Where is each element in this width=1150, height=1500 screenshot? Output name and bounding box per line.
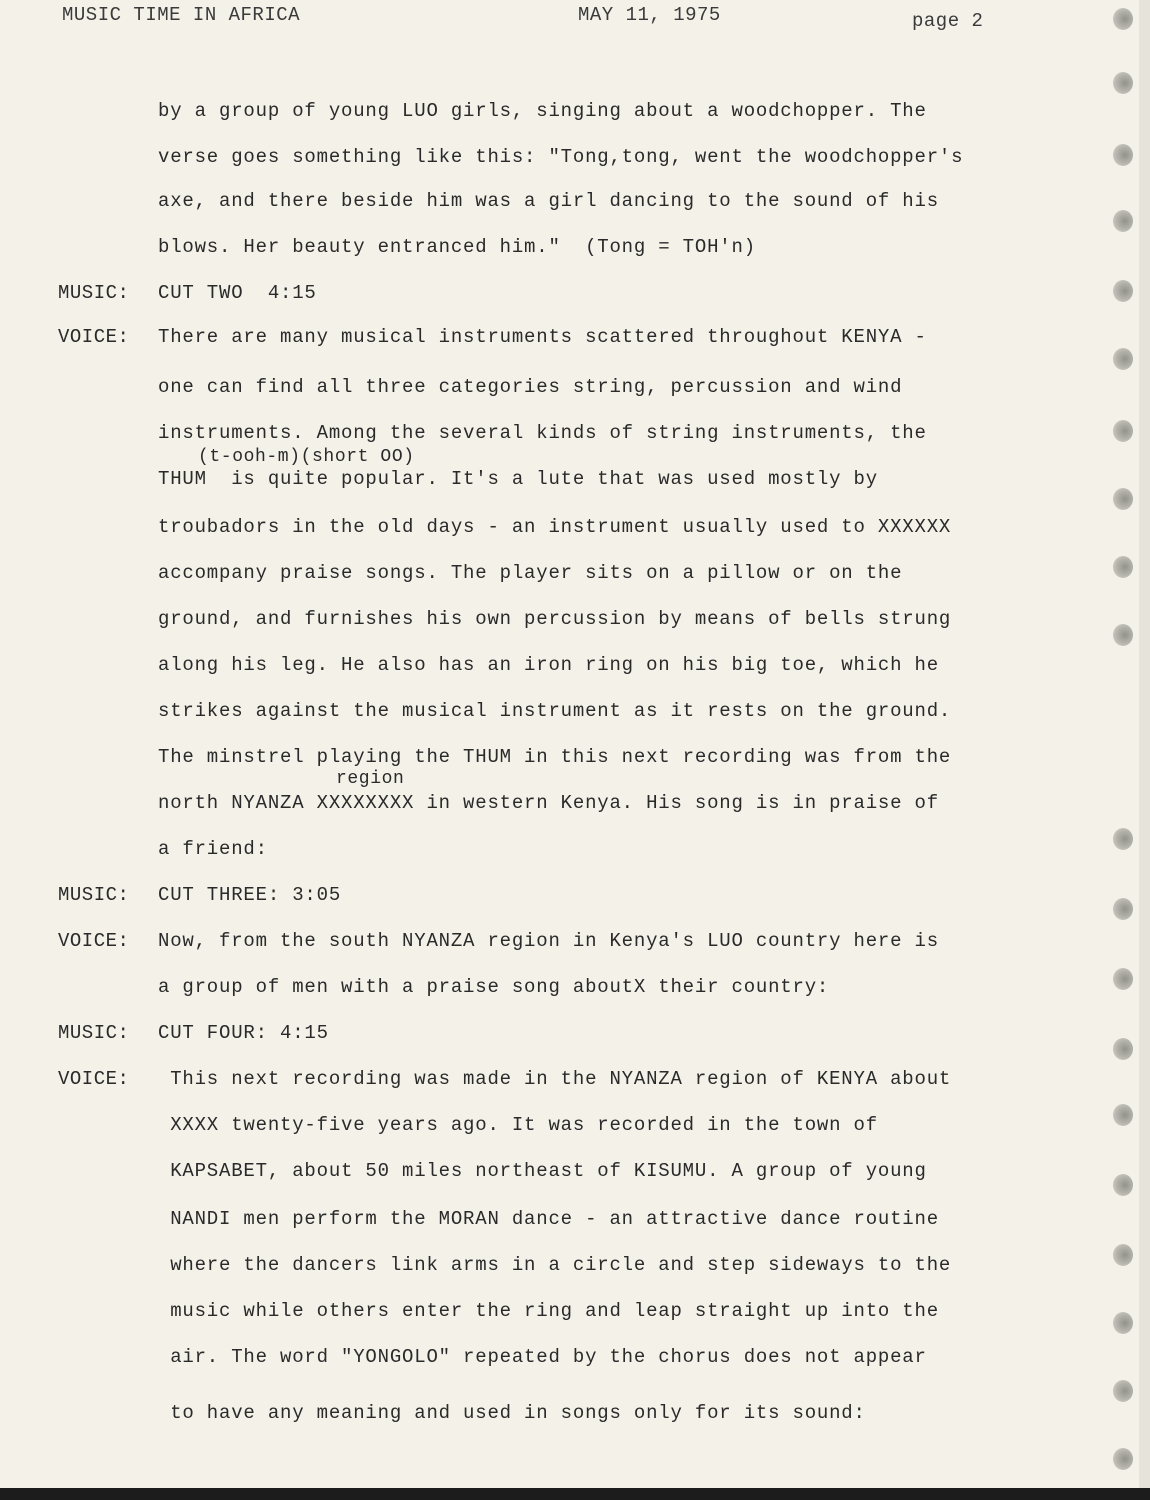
section-label: MUSIC: <box>58 884 130 906</box>
text-line: to have any meaning and used in songs only for its sound: <box>158 1402 866 1424</box>
binder-hole <box>1113 1038 1133 1060</box>
binder-hole <box>1113 72 1133 94</box>
text-line: along his leg. He also has an iron ring on his big toe, which he <box>158 654 939 676</box>
text-line: This next recording was made in the NYANZA region of KENYA about <box>158 1068 952 1090</box>
text-line: XXXX twenty-five years ago. It was recorded in the town of <box>158 1114 878 1136</box>
text-line: strikes against the musical instrument as it rests on the ground. <box>158 700 952 722</box>
text-line: The minstrel playing the THUM in this next recording was from the <box>158 746 952 768</box>
text-line: CUT FOUR: 4:15 <box>158 1022 329 1044</box>
text-line: blows. Her beauty entranced him." (Tong = TOH'n) <box>158 236 756 258</box>
text-line: axe, and there beside him was a girl dancing to the sound of his <box>158 190 939 212</box>
section-label: VOICE: <box>58 326 130 348</box>
text-line: verse goes something like this: "Tong,tong, went the woodchopper's <box>158 146 964 168</box>
text-line: accompany praise songs. The player sits on a pillow or on the <box>158 562 903 584</box>
text-line: music while others enter the ring and leap straight up into the <box>158 1300 939 1322</box>
text-line: THUM is quite popular. It's a lute that was used mostly by <box>158 468 878 490</box>
text-line: one can find all three categories string, percussion and wind <box>158 376 903 398</box>
binder-hole <box>1113 1380 1133 1402</box>
binder-hole <box>1113 1104 1133 1126</box>
binder-hole <box>1113 144 1133 166</box>
section-label: MUSIC: <box>58 282 130 304</box>
text-line: where the dancers link arms in a circle and step sideways to the <box>158 1254 952 1276</box>
binder-hole <box>1113 348 1133 370</box>
text-line: There are many musical instruments scattered throughout KENYA - <box>158 326 927 348</box>
binder-hole <box>1113 828 1133 850</box>
header-date: MAY 11, 1975 <box>578 4 721 26</box>
binder-hole <box>1113 898 1133 920</box>
section-label: MUSIC: <box>58 1022 130 1044</box>
text-line: Now, from the south NYANZA region in Kenya's LUO country here is <box>158 930 939 952</box>
text-line: NANDI men perform the MORAN dance - an attractive dance routine <box>158 1208 939 1230</box>
text-line: a group of men with a praise song aboutX their country: <box>158 976 830 998</box>
binder-hole <box>1113 968 1133 990</box>
text-line: by a group of young LUO girls, singing about a woodchopper. The <box>158 100 927 122</box>
binder-hole <box>1113 420 1133 442</box>
text-line: air. The word "YONGOLO" repeated by the chorus does not appear <box>158 1346 927 1368</box>
scan-bottom-edge <box>0 1488 1150 1500</box>
text-line: ground, and furnishes his own percussion by means of bells strung <box>158 608 952 630</box>
binder-hole <box>1113 624 1133 646</box>
text-line: CUT TWO 4:15 <box>158 282 317 304</box>
text-line: north NYANZA XXXXXXXX in western Kenya. His song is in praise of <box>158 792 939 814</box>
binder-hole <box>1113 1174 1133 1196</box>
header-title: MUSIC TIME IN AFRICA <box>62 4 301 26</box>
binder-hole <box>1113 1448 1133 1470</box>
binder-hole <box>1113 488 1133 510</box>
section-label: VOICE: <box>58 930 130 952</box>
header-page-number: page 2 <box>912 10 984 32</box>
section-label: VOICE: <box>58 1068 130 1090</box>
pronunciation-note: (t-ooh-m)(short OO) <box>198 447 415 467</box>
binder-hole <box>1113 8 1133 30</box>
text-line: KAPSABET, about 50 miles northeast of KISUMU. A group of young <box>158 1160 927 1182</box>
binder-hole <box>1113 1244 1133 1266</box>
text-line: a friend: <box>158 838 268 860</box>
binder-hole <box>1113 280 1133 302</box>
region-note: region <box>336 769 405 789</box>
binder-hole <box>1113 210 1133 232</box>
paper-edge <box>1139 0 1150 1500</box>
binder-hole <box>1113 556 1133 578</box>
text-line: troubadors in the old days - an instrument usually used to XXXXXX <box>158 516 952 538</box>
text-line: CUT THREE: 3:05 <box>158 884 342 906</box>
binder-hole <box>1113 1312 1133 1334</box>
text-line: instruments. Among the several kinds of string instruments, the <box>158 422 927 444</box>
